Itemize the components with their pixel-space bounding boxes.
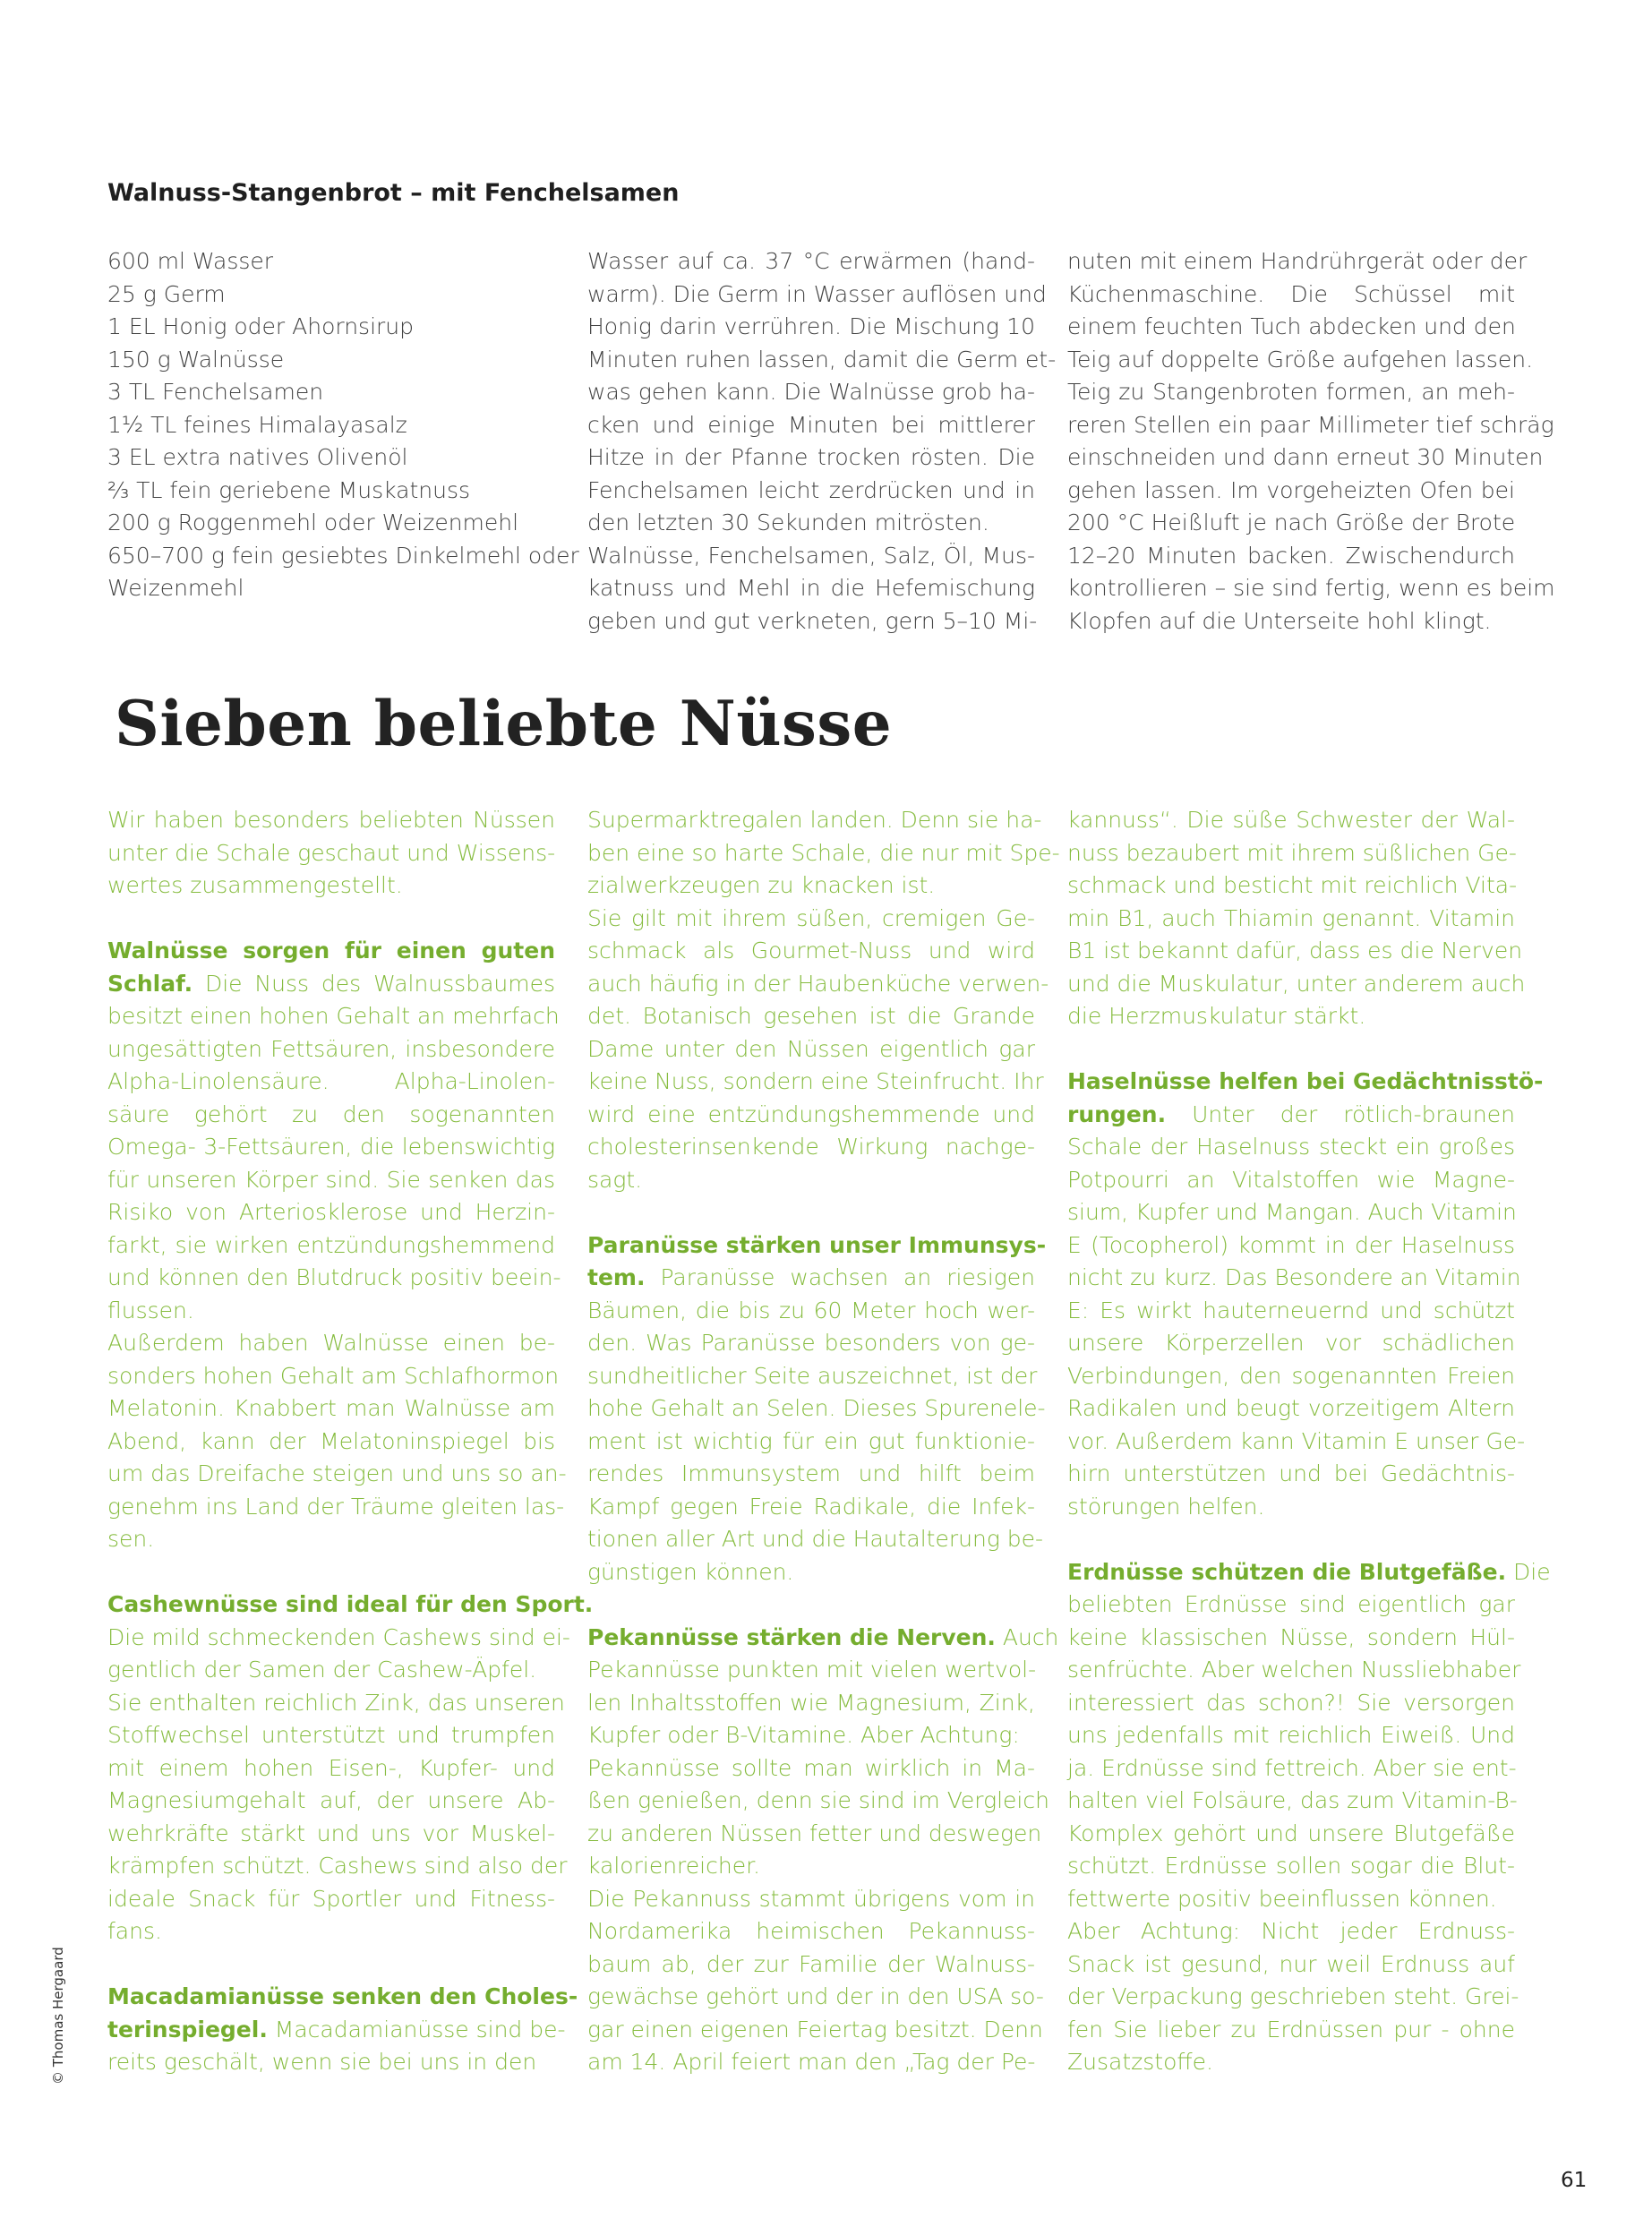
text-line: ja. Erdnüsse sind fettreich. Aber sie ent-: [1067, 1754, 1517, 1781]
pecan-heading: Pekannüsse stärken die Nerven. Auch: [587, 1623, 1059, 1650]
text-line: 650–700 g fein gesiebtes Dinkelmehl oder: [107, 542, 579, 569]
hazel-heading-line-2: rungen. Unter der rötlich-braunen: [1067, 1100, 1515, 1127]
text-line: warm). Die Germ in Wasser auflösen und: [587, 280, 1047, 307]
text-line: Teig auf doppelte Größe aufgehen lassen.: [1067, 346, 1534, 373]
text-line: für unseren Körper sind. Sie senken das: [107, 1166, 555, 1193]
text-line: kannuss“. Die süße Schwester der Wal-: [1067, 807, 1515, 833]
text-line: Kupfer oder B-Vitamine. Aber Achtung:: [587, 1722, 1020, 1748]
text-line: schmack und besticht mit reichlich Vita-: [1067, 872, 1518, 898]
text-line: 200 °C Heißluft je nach Größe der Brote: [1067, 510, 1516, 535]
walnut-heading-line-2: Schlaf. Die Nuss des Walnussbaumes: [107, 970, 555, 997]
text-line: sonders hohen Gehalt am Schlafhormon: [107, 1362, 560, 1389]
macadamia-heading-line-2: terinspiegel. Macadamianüsse sind be-: [107, 2016, 566, 2042]
para-heading-line-2: tem. Paranüsse wachsen an riesigen: [587, 1264, 1035, 1290]
text-line: störungen helfen.: [1067, 1493, 1265, 1520]
text-line: zialwerkzeugen zu knacken ist.: [587, 872, 936, 898]
text-line: Komplex gehört und unsere Blutgefäße: [1067, 1820, 1515, 1846]
pecan-paragraph: [587, 1654, 1049, 2079]
text-line: nuten mit einem Handrührgerät oder der: [1067, 248, 1528, 274]
text-line: und die Muskulatur, unter anderem auch: [1067, 970, 1526, 997]
text-line: Die mild schmeckenden Cashews sind ei-: [107, 1623, 570, 1650]
text-line: 3 EL extra natives Olivenöl: [107, 444, 408, 470]
text-line: den. Was Paranüsse besonders von ge-: [587, 1330, 1035, 1356]
text-line: Radikalen und beugt vorzeitigem Altern: [1067, 1395, 1515, 1421]
para-heading: Paranüsse stärken unser Immunsys-: [587, 1231, 1047, 1258]
text-line: 1½ TL feines Himalayasalz: [107, 411, 407, 438]
text-line: Alpha-Linolensäure. Alpha-Linolen-: [107, 1068, 555, 1094]
para-paragraph: [587, 1295, 1046, 1589]
text-line: mit einem hohen Eisen-, Kupfer- und: [107, 1754, 555, 1781]
text-line: fettwerte positiv beeinflussen können.: [1067, 1885, 1497, 1912]
article-column-1: [107, 804, 594, 2079]
peanut-paragraph: [1067, 1589, 1521, 2079]
peanut-heading: Erdnüsse schützen die Blutgefäße. Die: [1067, 1558, 1551, 1585]
text-line: gewächse gehört und der in den USA so-: [587, 1983, 1044, 2009]
text-line: Abend, kann der Melatoninspiegel bis: [107, 1427, 555, 1454]
article-headline: Sieben beliebte Nüsse: [115, 688, 893, 760]
recipe-steps-col2: [587, 245, 1057, 638]
text-line: Weizenmehl: [107, 575, 244, 601]
text-line: Verbindungen, den sogenannten Freien: [1067, 1362, 1515, 1389]
recipe-steps-col3: [1067, 245, 1555, 638]
text-line: auch häufig in der Haubenküche verwen-: [587, 970, 1049, 997]
text-line: Zusatzstoffe.: [1067, 2049, 1213, 2075]
text-line: gar einen eigenen Feiertag besitzt. Denn: [587, 2016, 1043, 2042]
text-line: E: Es wirkt hauterneuernd und schützt: [1067, 1297, 1515, 1323]
text-line: Aber Achtung: Nicht jeder Erdnuss-: [1067, 1918, 1515, 1944]
article-column-3: [1067, 804, 1551, 2079]
text-line: cken und einige Minuten bei mittlerer: [587, 411, 1035, 438]
text-line: wehrkräfte stärkt und uns vor Muskel-: [107, 1820, 555, 1846]
text-line: Kampf gegen Freie Radikale, die Infek-: [587, 1493, 1035, 1520]
text-line: uns jedenfalls mit reichlich Eiweiß. Und: [1067, 1722, 1515, 1748]
text-line: det. Botanisch gesehen ist die Grande: [587, 1003, 1035, 1029]
text-line: Wir haben besonders beliebten Nüssen: [107, 807, 555, 833]
macadamia-paragraph: [107, 2046, 555, 2079]
text-line: 3 TL Fenchelsamen: [107, 379, 324, 405]
macadamia-continued: [587, 804, 1060, 1196]
text-line: halten viel Folsäure, das zum Vitamin-B-: [1067, 1787, 1518, 1813]
text-line: ment ist wichtig für ein gut funktionie-: [587, 1427, 1035, 1454]
text-line: wertes zusammengestellt.: [107, 872, 403, 898]
text-line: 25 g Germ: [107, 280, 226, 307]
text-line: farkt, sie wirken entzündungshemmend: [107, 1231, 555, 1258]
pecan-continued: [1067, 804, 1526, 1033]
text-line: sundheitlicher Seite auszeichnet, ist der: [587, 1362, 1038, 1389]
hazel-paragraph: [1067, 1131, 1526, 1523]
text-line: Omega- 3-Fettsäuren, die lebenswichtig: [107, 1134, 555, 1160]
article-column-2: [587, 804, 1060, 2079]
text-line: Küchenmaschine. Die Schüssel mit: [1067, 280, 1515, 307]
text-line: Melatonin. Knabbert man Walnüsse am: [107, 1395, 555, 1421]
text-line: Bäumen, die bis zu 60 Meter hoch wer-: [587, 1297, 1035, 1323]
text-line: beliebten Erdnüsse sind eigentlich gar: [1067, 1591, 1515, 1617]
recipe-title: Walnuss-Stangenbrot – mit Fenchelsamen: [107, 179, 680, 207]
text-line: interessiert das schon?! Sie versorgen: [1067, 1689, 1515, 1716]
text-line: 12–20 Minuten backen. Zwischendurch: [1067, 542, 1515, 569]
text-line: fans.: [107, 1918, 162, 1944]
text-line: zu anderen Nüssen fetter und deswegen: [587, 1820, 1042, 1846]
text-line: Walnüsse, Fenchelsamen, Salz, Öl, Mus-: [587, 542, 1035, 569]
text-line: hirn unterstützen und bei Gedächtnis-: [1067, 1460, 1515, 1486]
text-line: die Herzmuskulatur stärkt.: [1067, 1003, 1366, 1029]
text-line: Außerdem haben Walnüsse einen be-: [107, 1330, 555, 1356]
text-line: geben und gut verkneten, gern 5–10 Mi-: [587, 607, 1038, 634]
text-line: einschneiden und dann erneut 30 Minuten: [1067, 444, 1544, 470]
page-number: 61: [1561, 2169, 1588, 2192]
text-line: min B1, auch Thiamin genannt. Vitamin: [1067, 904, 1515, 931]
cashew-paragraph: [107, 1622, 570, 1948]
text-line: Klopfen auf die Unterseite hohl klingt.: [1067, 607, 1492, 634]
text-line: Minuten ruhen lassen, damit die Germ et-: [587, 346, 1057, 373]
text-line: um das Dreifache steigen und uns so an-: [107, 1460, 567, 1486]
text-line: keine Nuss, sondern eine Steinfrucht. Ihr: [587, 1068, 1044, 1094]
text-line: rendes Immunsystem und hilft beim: [587, 1460, 1035, 1486]
text-line: Teig zu Stangenbroten formen, an meh-: [1067, 379, 1515, 405]
text-line: gentlich der Samen der Cashew-Äpfel.: [107, 1657, 537, 1683]
text-line: säure gehört zu den sogenannten: [107, 1100, 555, 1127]
text-line: Magnesiumgehalt auf, der unsere Ab-: [107, 1787, 555, 1813]
text-line: Nordamerika heimischen Pekannuss-: [587, 1918, 1035, 1944]
walnut-paragraph: [107, 1000, 567, 1556]
text-line: 150 g Walnüsse: [107, 346, 285, 373]
text-line: und können den Blutdruck positiv beein-: [107, 1264, 561, 1290]
intro-paragraph: [107, 804, 555, 903]
text-line: sen.: [107, 1526, 155, 1552]
text-line: katnuss und Mehl in die Hefemischung: [587, 575, 1035, 601]
text-line: nuss bezaubert mit ihrem süßlichen Ge-: [1067, 839, 1517, 866]
text-line: len Inhaltsstoffen wie Magnesium, Zink,: [587, 1689, 1035, 1716]
text-line: senfrüchte. Aber welchen Nussliebhaber: [1067, 1657, 1521, 1683]
text-line: nicht zu kurz. Das Besondere an Vitamin: [1067, 1264, 1521, 1290]
cashew-heading: Cashewnüsse sind ideal für den Sport.: [107, 1591, 594, 1617]
text-line: Snack ist gesund, nur weil Erdnuss auf: [1067, 1950, 1515, 1977]
text-line: krämpfen schützt. Cashews sind also der: [107, 1853, 568, 1879]
text-line: was gehen kann. Die Walnüsse grob ha-: [587, 379, 1035, 405]
text-line: der Verpackung geschrieben steht. Grei-: [1067, 1983, 1519, 2009]
text-line: 200 g Roggenmehl oder Weizenmehl: [107, 510, 519, 535]
text-line: Pekannüsse sollte man wirklich in Ma-: [587, 1754, 1035, 1781]
macadamia-heading: Macadamianüsse senken den Choles-: [107, 1983, 578, 2009]
text-line: Die Pekannuss stammt übrigens vom in: [587, 1885, 1035, 1912]
text-line: schützt. Erdnüsse sollen sogar die Blut-: [1067, 1853, 1515, 1879]
text-line: fen Sie lieber zu Erdnüssen pur - ohne: [1067, 2016, 1515, 2042]
photo-credit: © Thomas Hergaard: [50, 1947, 66, 2085]
text-line: günstigen können.: [587, 1558, 794, 1585]
text-line: keine klassischen Nüsse, sondern Hül-: [1067, 1623, 1515, 1650]
text-line: Honig darin verrühren. Die Mischung 10: [587, 313, 1035, 339]
text-line: sium, Kupfer und Mangan. Auch Vitamin: [1067, 1199, 1517, 1225]
text-line: ⅔ TL fein geriebene Muskatnuss: [107, 476, 470, 503]
text-line: besitzt einen hohen Gehalt an mehrfach: [107, 1003, 560, 1029]
text-line: schmack als Gourmet-Nuss und wird: [587, 938, 1035, 963]
text-line: am 14. April feiert man den „Tag der Pe-: [587, 2049, 1036, 2075]
text-line: Sie gilt mit ihrem süßen, cremigen Ge-: [587, 904, 1035, 931]
recipe-ingredients: [107, 245, 579, 605]
text-line: genehm ins Land der Träume gleiten las-: [107, 1493, 565, 1520]
text-line: Dame unter den Nüssen eigentlich gar: [587, 1035, 1035, 1062]
text-line: baum ab, der zur Familie der Walnuss-: [587, 1950, 1035, 1977]
text-line: Schale der Haselnuss steckt ein großes: [1067, 1134, 1515, 1160]
text-line: gehen lassen. Im vorgeheizten Ofen bei: [1067, 476, 1515, 503]
text-line: den letzten 30 Sekunden mitrösten.: [587, 510, 989, 535]
text-line: reren Stellen ein paar Millimeter tief schräg: [1067, 411, 1554, 438]
text-line: B1 ist bekannt dafür, dass es die Nerven: [1067, 938, 1523, 963]
hazel-heading: Haselnüsse helfen bei Gedächtnisstö-: [1067, 1068, 1544, 1094]
text-line: Risiko von Arteriosklerose und Herzin-: [107, 1199, 555, 1225]
text-line: cholesterinsenkende Wirkung nachge-: [587, 1134, 1035, 1160]
text-line: flussen.: [107, 1297, 194, 1323]
text-line: Pekannüsse punkten mit vielen wertvol-: [587, 1657, 1037, 1683]
text-line: 600 ml Wasser: [107, 248, 274, 274]
text-line: Stoffwechsel unterstützt und trumpfen: [107, 1722, 555, 1748]
text-line: ungesättigten Fettsäuren, insbesondere: [107, 1035, 555, 1062]
text-line: vor. Außerdem kann Vitamin E unser Ge-: [1067, 1427, 1526, 1454]
text-line: Potpourri an Vitalstoffen wie Magne-: [1067, 1166, 1515, 1193]
text-line: reits geschält, wenn sie bei uns in den: [107, 2049, 537, 2075]
text-line: kalorienreicher.: [587, 1853, 761, 1879]
text-line: Hitze in der Pfanne trocken rösten. Die: [587, 444, 1035, 470]
text-line: Supermarktregalen landen. Denn sie ha-: [587, 807, 1042, 833]
text-line: wird eine entzündungshemmende und: [587, 1100, 1035, 1127]
text-line: ßen genießen, denn sie sind im Vergleich: [587, 1787, 1049, 1813]
text-line: sagt.: [587, 1166, 643, 1193]
text-line: Fenchelsamen leicht zerdrücken und in: [587, 476, 1035, 503]
text-line: tionen aller Art und die Hautalterung be-: [587, 1526, 1044, 1552]
text-line: Sie enthalten reichlich Zink, das unseren: [107, 1689, 565, 1716]
text-line: kontrollieren – sie sind fertig, wenn es beim: [1067, 575, 1555, 601]
text-line: ideale Snack für Sportler und Fitness-: [107, 1885, 555, 1912]
text-line: unsere Körperzellen vor schädlichen: [1067, 1330, 1515, 1356]
text-line: 1 EL Honig oder Ahornsirup: [107, 313, 415, 339]
text-line: hohe Gehalt an Selen. Dieses Spurenele-: [587, 1395, 1046, 1421]
text-line: E (Tocopherol) kommt in der Haselnuss: [1067, 1231, 1515, 1258]
text-line: Wasser auf ca. 37 °C erwärmen (hand-: [587, 248, 1035, 274]
walnut-heading-line: Walnüsse sorgen für einen guten: [107, 938, 555, 963]
text-line: unter die Schale geschaut und Wissens-: [107, 839, 556, 866]
text-line: einem feuchten Tuch abdecken und den: [1067, 313, 1516, 339]
text-line: ben eine so harte Schale, die nur mit Spe-: [587, 839, 1060, 866]
